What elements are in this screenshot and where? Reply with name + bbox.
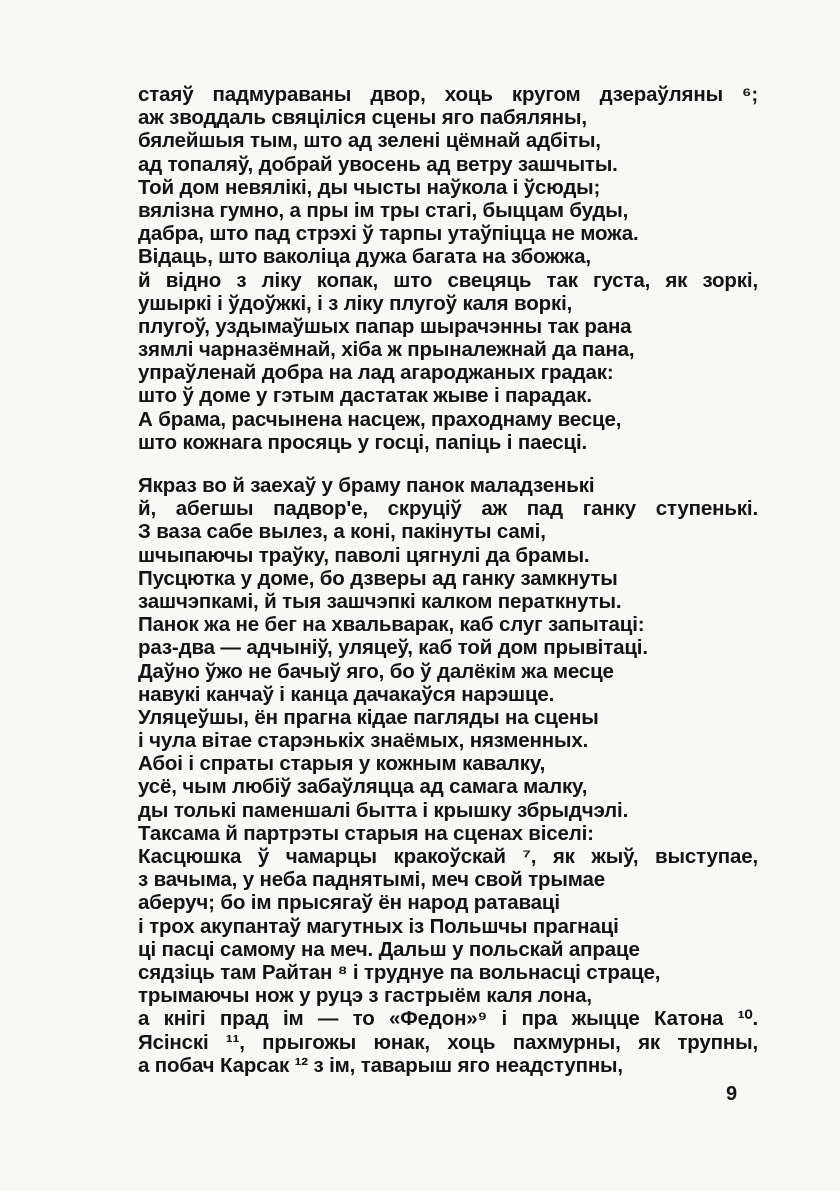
text-line: і трох акупантаў магутных із Польшчы прагнаці: [138, 914, 619, 938]
text-line: Ясінскі ¹¹, прыгожы юнак, хоць пахмурны, як трупны,: [138, 1030, 758, 1054]
text-line: бялейшыя тым, што ад зелені цёмнай адбіты,: [138, 129, 601, 153]
text-line: навукі канчаў і канца дачакаўся нарэшце.: [138, 682, 555, 706]
text-line: ды толькі паменшалі бытта і крышку збрыдчэлі.: [138, 798, 629, 822]
text-line: Уляцеўшы, ён прагна кідае пагляды на сцены: [138, 705, 599, 729]
text-line: й, абегшы падвор'е, скруціў аж пад ганку ступенькі.: [138, 497, 758, 521]
text-line: Абоі і спраты старыя у кожным кавалку,: [138, 752, 546, 776]
text-line: што ў доме у гэтым дастатак жыве і парадак.: [138, 384, 592, 408]
text-line: й відно з ліку копак, што свецяць так густа, як зоркі,: [138, 268, 758, 292]
text-line: упраўленай добра на лад агароджаных градак:: [138, 361, 614, 385]
text-line: сядзіць там Райтан ⁸ і труднуе па вольнасці страце,: [138, 960, 661, 984]
text-line: Таксама й партрэты старыя на сценах віселі:: [138, 821, 594, 845]
text-line: і чула вітае старэнькіх знаёмых, нязменных.: [138, 729, 589, 753]
text-line: Касцюшка ў чамарцы кракоўскай ⁷, як жыў, выступае,: [138, 845, 758, 868]
text-line: усё, чым любіў забаўляцца ад самага малку,: [138, 775, 588, 799]
text-line: Панок жа не бег на хвальварак, каб слуг запытаці:: [138, 613, 645, 637]
page-number: 9: [726, 1083, 738, 1105]
text-line: зямлі чарназёмнай, хіба ж прыналежнай да пана,: [138, 338, 635, 362]
text-line: ці пасці самому на меч. Дальш у польскай апраце: [138, 937, 640, 961]
text-line: шчыпаючы траўку, паволі цягнулі да брамы.: [138, 543, 590, 567]
text-line: Пусцютка у доме, бо дзверы ад ганку замкнуты: [138, 566, 618, 590]
text-line: што кожнага просяць у госці, папіць і паесці.: [138, 430, 588, 454]
text-line: зашчэпкамі, й тыя зашчэпкі калком ператкнуты.: [138, 589, 622, 613]
text-line: а кнігі прад ім — то «Федон»⁹ і пра жыцце Катона ¹⁰.: [138, 1007, 758, 1031]
stanza-1: [138, 83, 758, 454]
text-line: Той дом невялікі, ды чысты наўкола і ўсюды;: [138, 175, 601, 199]
text-line: стаяў падмураваны двор, хоць кругом дзераўляны ⁶;: [138, 83, 758, 106]
text-line: З ваза сабе вылез, а коні, пакінуты самі,: [138, 520, 546, 544]
text-line: а побач Карсак ¹² з ім, таварыш яго неадступны,: [138, 1053, 623, 1077]
text-line: Якраз во й заехаў у браму панок маладзенькі: [138, 474, 595, 497]
text-line: Відаць, што ваколіца дужа багата на збожжа,: [138, 245, 591, 269]
text-line: з вачыма, у неба паднятымі, меч свой трымае: [138, 868, 606, 892]
text-line: аж зводдаль свяціліся сцены яго пабяляны,: [138, 106, 587, 130]
text-line: аберуч; бо ім прысягаў ён народ ратаваці: [138, 891, 560, 915]
text-line: вялізна гумно, а пры ім тры стагі, быццам буды,: [138, 198, 629, 222]
text-line: раз-два — адчыніў, уляцеў, каб той дом прывітаці.: [138, 636, 648, 660]
text-line: А брама, расчынена насцеж, праходнаму весце,: [138, 407, 622, 431]
text-line: ад топаляў, добрай увосень ад ветру зашчыты.: [138, 152, 618, 176]
stanza-2: [138, 474, 758, 1077]
text-line: плугоў, уздымаўшых папар шырачэнны так рана: [138, 314, 632, 338]
text-line: ушыркі і ўдоўжкі, і з ліку плугоў каля воркі,: [138, 291, 573, 315]
text-line: дабра, што пад стрэхі ў тарпы утаўпіцца не можа.: [138, 222, 639, 246]
text-line: Даўно ўжо не бачыў яго, бо ў далёкім жа месце: [138, 659, 614, 683]
text-line: трымаючы нож у руцэ з гастрыём каля лона,: [138, 984, 592, 1008]
